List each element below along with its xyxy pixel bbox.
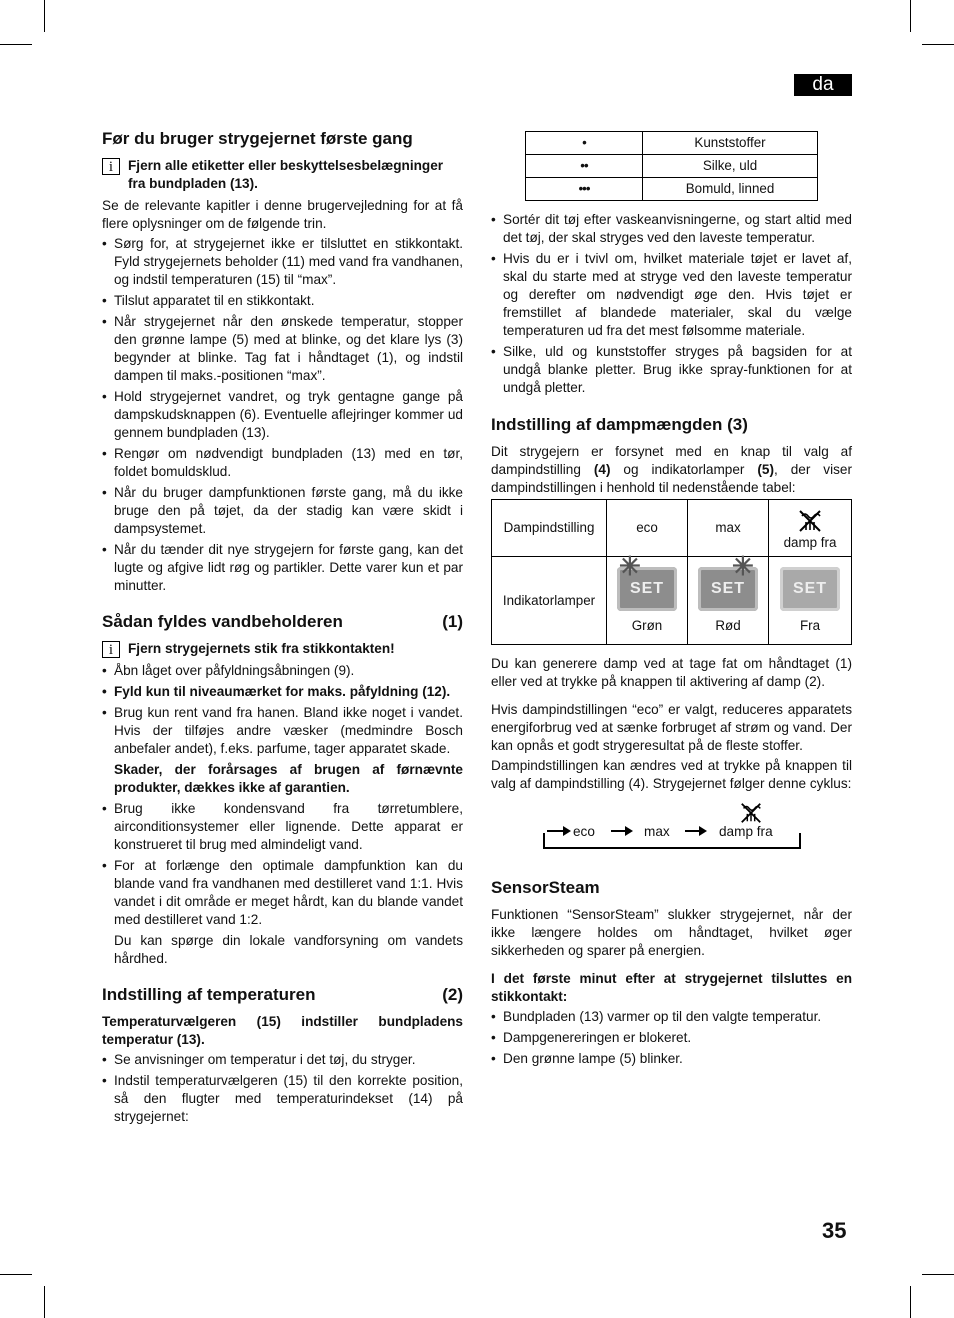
list-item: • Brug kun rent vand fra hanen. Bland ikke noget i vandet. Hvis der tilføjes andre væsker (medmindre Bosch anbefaler andet), f.eks. parfume, tager apparatet skade. (102, 704, 463, 758)
fabric-temperature-table (525, 131, 818, 201)
row-label: Indikatorlamper (492, 557, 607, 645)
warning-text: Skader, der forårsages af brugen af førnævnte produkter, dækkes ikke af garantien. (114, 762, 463, 795)
fabric-cell: Bomuld, linned (643, 178, 818, 201)
table-row (526, 178, 818, 201)
list-item: • Bundpladen (13) varmer op til den valgte temperatur. (491, 1008, 852, 1026)
set-lamp-red: ✳ SET (698, 567, 758, 611)
list-item: • Indstil temperaturvælgeren (15) til den korrekte position, så den flugter med temperaturindekset (14) på strygejernet: (102, 1072, 463, 1126)
info-icon: i (102, 641, 120, 658)
list-item: • Silke, uld og kunststoffer stryges på bagsiden for at undgå blanke pletter. Brug ikke spray-funktionen for at undgå pletter. (491, 343, 852, 397)
crop-mark (922, 44, 954, 45)
section-title-sensorsteam: SensorSteam (491, 878, 600, 897)
paragraph: Hvis dampindstillingen “eco” er valgt, reduceres apparatets energiforbrug ved at sænke forbruget af strøm og vand. Der kan opnås et godt strygeresultat på de fleste stoffer. (491, 702, 852, 753)
flash-icon: ✳ (619, 550, 642, 581)
row-label: Dampindstilling (492, 500, 607, 557)
list-item: • Når strygejernet når den ønskede temperatur, stopper den grønne lampe (5) med at blinke, og det klare lys (3) begynder at blinke. Tag fat i håndtaget (1), og indstil dampen til maks.-positionen “max”. (102, 313, 463, 385)
paragraph: Dampindstillingen kan ændres ved at trykke på knappen til valg af dampindstilling (4). Strygejernet følger denne cyklus: (491, 758, 852, 791)
list-item: • Den grønne lampe (5) blinker. (491, 1050, 852, 1068)
table-row (492, 500, 852, 557)
fabric-cell: Kunststoffer (643, 132, 818, 155)
crop-mark (44, 0, 45, 32)
list-item: • Se anvisninger om temperatur i det tøj, du stryger. (102, 1051, 463, 1069)
paragraph: Dit strygejern er forsynet med en knap til valg af dampindstilling (4) og indikatorlamper (5), der viser dampindstillingen i henhold til nedenstående tabel: (491, 444, 852, 495)
steam-off-icon (738, 801, 764, 825)
table-row (526, 132, 818, 155)
list-item: • Sortér dit tøj efter vaskeanvisningerne, og start altid med det tøj, der skal stryges ved den laveste temperatur. (491, 211, 852, 247)
table-row (526, 155, 818, 178)
info-note: i Fjern strygejernets stik fra stikkontakten! (102, 640, 463, 658)
info-note: i Fjern alle etiketter eller beskyttelsesbelægninger fra bundpladen (13). (102, 157, 463, 193)
paragraph: Se de relevante kapitler i denne brugervejledning for at få flere oplysninger om de følgende trin. (102, 198, 463, 231)
list-item: • Sørg for, at strygejernet ikke er tilsluttet en stikkontakt. Fyld strygejernets beholder (11) med vand fra vandhanen, og indstil temperaturen (15) til “max”. (102, 235, 463, 289)
right-column (491, 131, 852, 1071)
lamp-label: Rød (715, 617, 741, 633)
crop-mark (0, 1274, 32, 1275)
list-item: • Når du tænder dit nye strygejern for første gang, kan det lugte og afgive lidt røg og partikler. Dette varer kun et par minutter. (102, 541, 463, 595)
paragraph: Funktionen “SensorSteam” slukker strygejernet, når der ikke længere holdes om håndtaget, hvilket øger sikkerheden og sparer på energien. (491, 907, 852, 958)
list-item: • For at forlænge den optimale dampfunktion kan du blande vand fra vandhanen med destilleret vand 1:1. Hvis vandet i dit område er meget hårdt, kan du blande vandet med destilleret vand 1:2. (102, 857, 463, 929)
temp-dots: •• (526, 155, 643, 178)
cycle-step: damp fra (719, 824, 773, 839)
crop-mark (44, 1286, 45, 1318)
set-lamp-off: SET (780, 567, 840, 611)
bullet-list (491, 1008, 852, 1068)
steam-off-label: damp fra (783, 535, 837, 550)
off-lamp-cell (769, 557, 852, 645)
bullet-list (491, 211, 852, 397)
paragraph: Du kan generere damp ved at tage fat om håndtaget (1) eller ved at trykke på knappen til aktivering af damp (2). (491, 656, 852, 689)
steam-off-icon (797, 508, 823, 534)
page-number: 35 (822, 1218, 847, 1243)
bullet-list (102, 235, 463, 595)
info-icon: i (102, 158, 120, 175)
steam-off-cell (769, 500, 852, 557)
list-item: • Brug ikke kondensvand fra tørretumblere, airconditionsystemer eller lignende. Dette apparat er konstrueret til brug med almindeligt vand. (102, 800, 463, 854)
crop-mark (910, 0, 911, 32)
list-item: • Åbn låget over påfyldningsåbningen (9). (102, 662, 463, 680)
bullet-list (102, 662, 463, 758)
green-lamp-cell (607, 550, 688, 645)
left-column (102, 128, 463, 1129)
section-title-water-tank: Sådan fyldes vandbeholderen (1) (102, 612, 463, 631)
crop-mark (0, 44, 32, 45)
max-cell: max (688, 500, 769, 557)
set-lamp-green: ✳ SET (617, 567, 677, 611)
list-item: • Rengør om nødvendigt bundpladen (13) med en tør, foldet bomuldsklud. (102, 445, 463, 481)
steam-setting-table (491, 499, 852, 645)
eco-cell: eco (607, 500, 688, 557)
list-item: • Dampgenereringen er blokeret. (491, 1029, 852, 1047)
bold-intro: Temperaturvælgeren (15) indstiller bundpladens temperatur (13). (102, 1014, 463, 1047)
list-item: • Hold strygejernet vandret, og tryk gentagne gange på dampskudsknappen (6). Eventuelle aflejringer kommer ud gennem bundpladen (13). (102, 388, 463, 442)
list-item: • Fyld kun til niveaumærket for maks. påfyldning (12). (102, 683, 463, 701)
paragraph: Du kan spørge din lokale vandforsyning om vandets hårdhed. (114, 933, 463, 966)
table-row (492, 557, 852, 645)
section-title-first-use: Før du bruger strygejernet første gang (102, 129, 413, 148)
lamp-label: Grøn (631, 617, 663, 633)
cycle-step: eco (573, 824, 595, 839)
cycle-arrow (685, 830, 703, 832)
flash-icon: ✳ (732, 550, 755, 581)
list-item: • Hvis du er i tvivl om, hvilket materiale tøjet er lavet af, skal du starte med at stryge ved den laveste temperatur og derefter om nødvendigt øge den. Hvis tøjet er fremstillet af blandede materialer, skal du vælge temperaturen ud fra det mest følsomme materiale. (491, 250, 852, 340)
bullet-list (102, 800, 463, 929)
temp-dots: • (526, 132, 643, 155)
fabric-cell: Silke, uld (643, 155, 818, 178)
lamp-label: Fra (799, 617, 821, 633)
section-title-steam: Indstilling af dampmængden (3) (491, 415, 748, 434)
section-title-temperature: Indstilling af temperaturen (2) (102, 985, 463, 1004)
crop-mark (910, 1286, 911, 1318)
language-tab: da (794, 74, 852, 96)
list-item: • Når du bruger dampfunktionen første gang, må du ikke bruge den på tøjet, da der stadig kan være skidt i dampsystemet. (102, 484, 463, 538)
cycle-arrow (547, 830, 567, 832)
temp-dots: ••• (526, 178, 643, 201)
crop-mark (922, 1274, 954, 1275)
bold-intro: I det første minut efter at strygejernet tilsluttes en stikkontakt: (491, 971, 852, 1004)
bullet-list (102, 1051, 463, 1126)
steam-cycle-diagram (491, 801, 852, 863)
list-item: • Tilslut apparatet til en stikkontakt. (102, 292, 463, 310)
cycle-arrow (611, 830, 629, 832)
cycle-step: max (644, 824, 670, 839)
red-lamp-cell (688, 550, 769, 645)
